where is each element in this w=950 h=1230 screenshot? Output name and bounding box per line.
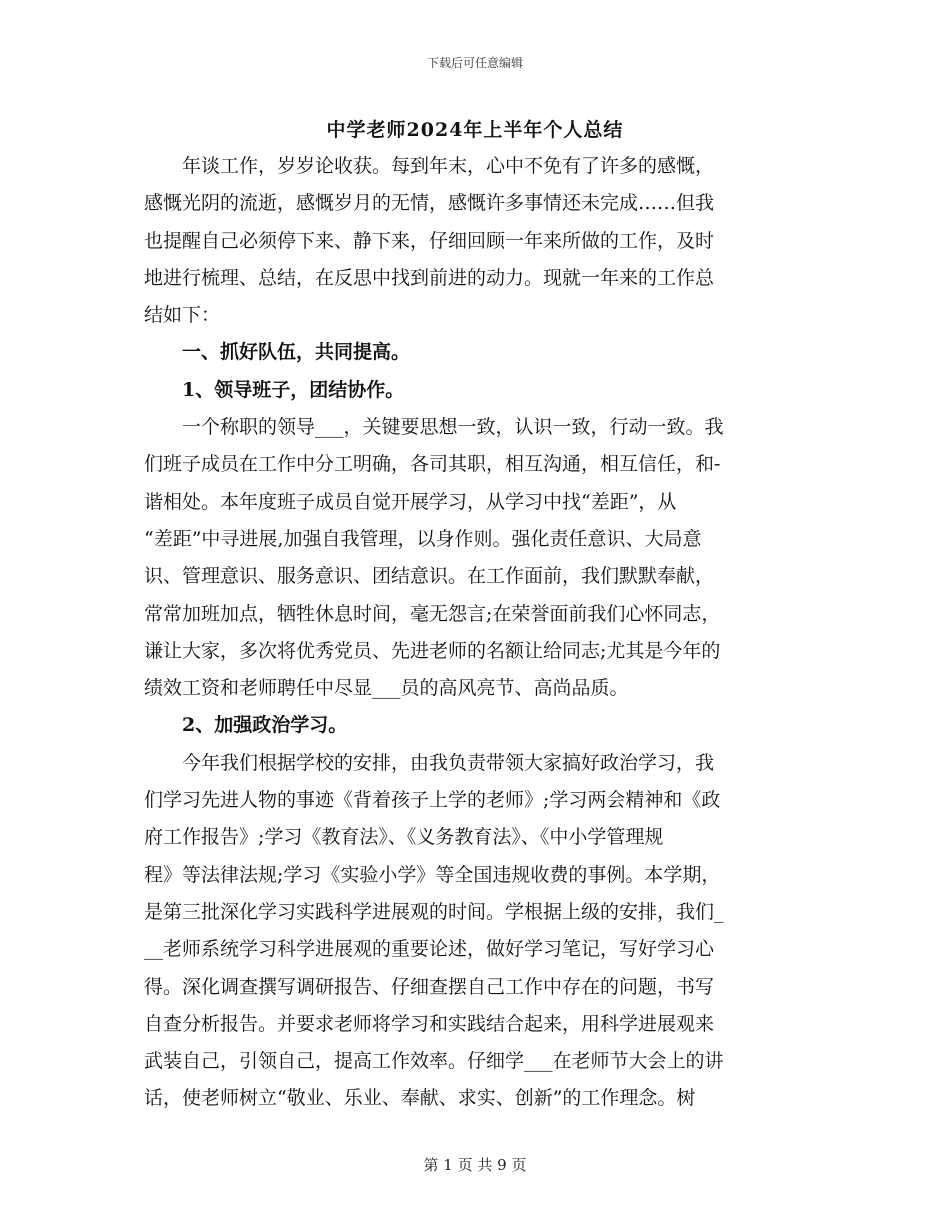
paragraph-line: 结如下： (144, 304, 221, 327)
paragraph-line: 地进行梳理、总结，在反思中找到前进的动力。现就一年来的工作总 (144, 266, 715, 289)
section-heading: 一、抓好队伍，共同提高。 (182, 341, 411, 364)
page-header-note: 下载后可任意编辑 (426, 56, 523, 70)
page-number: 第 1 页 共 9 页 (423, 1156, 527, 1174)
paragraph-line: 年谈工作，岁岁论收获。每到年末，心中不免有了许多的感慨， (182, 155, 715, 177)
paragraph-line: __老师系统学习科学进展观的重要论述，做好学习笔记，写好学习心 (144, 938, 715, 961)
document-title: 中学老师2024年上半年个人总结 (326, 119, 624, 141)
paragraph-line: 们班子成员在工作中分工明确，各司其职，相互沟通，相互信任，和- (144, 453, 721, 476)
paragraph-line: 常常加班加点，牺牲休息时间，毫无怨言;在荣誉面前我们心怀同志， (144, 602, 721, 625)
paragraph-line: 绩效工资和老师聘任中尽显___员的高风亮节、高尚品质。 (144, 677, 629, 700)
paragraph-line: 府工作报告》;学习《教育法》、《义务教育法》、《中小学管理规 (144, 826, 664, 849)
paragraph-line: 谦让大家，多次将优秀党员、先进老师的名额让给同志;尤其是今年的 (144, 639, 721, 662)
paragraph-line: 们学习先进人物的事迹《背着孩子上学的老师》;学习两会精神和《政 (144, 789, 721, 812)
paragraph-line: 一个称职的领导___，关键要思想一致，认识一致，行动一致。我 (182, 416, 724, 439)
paragraph-line: 武装自己，引领自己，提高工作效率。仔细学___在老师节大会上的讲 (144, 1050, 724, 1073)
paragraph-line: 程》等法律法规;学习《实验小学》等全国违规收费的事例。本学期， (144, 863, 721, 886)
paragraph-line: 话，使老师树立“敬业、乐业、奉献、求实、创新”的工作理念。树 (144, 1087, 696, 1110)
paragraph-line: 也提醒自己必须停下来、静下来，仔细回顾一年来所做的工作，及时 (144, 229, 715, 252)
section-heading: 2、加强政治学习。 (182, 714, 348, 737)
paragraph-line: 今年我们根据学校的安排，由我负责带领大家搞好政治学习，我 (182, 751, 715, 774)
paragraph-line: 识、管理意识、服务意识、团结意识。在工作面前，我们默默奉献， (144, 565, 715, 588)
paragraph-line: 是第三批深化学习实践科学进展观的时间。学根据上级的安排，我们_ (144, 900, 724, 923)
paragraph-line: 感慨光阴的流逝，感慨岁月的无情，感慨许多事情还未完成……但我 (144, 192, 715, 215)
section-heading: 1、领导班子，团结协作。 (182, 378, 405, 401)
paragraph-line: 谐相处。本年度班子成员自觉开展学习，从学习中找“差距”，从 (144, 490, 677, 513)
document-body (144, 148, 812, 1118)
paragraph-line: 得。深化调查撰写调研报告、仔细查摆自己工作中存在的问题，书写 (144, 975, 715, 998)
paragraph-line: 自查分析报告。并要求老师将学习和实践结合起来，用科学进展观来 (144, 1012, 715, 1035)
paragraph-line: “差距”中寻进展,加强自我管理，以身作则。强化责任意识、大局意 (144, 527, 702, 550)
